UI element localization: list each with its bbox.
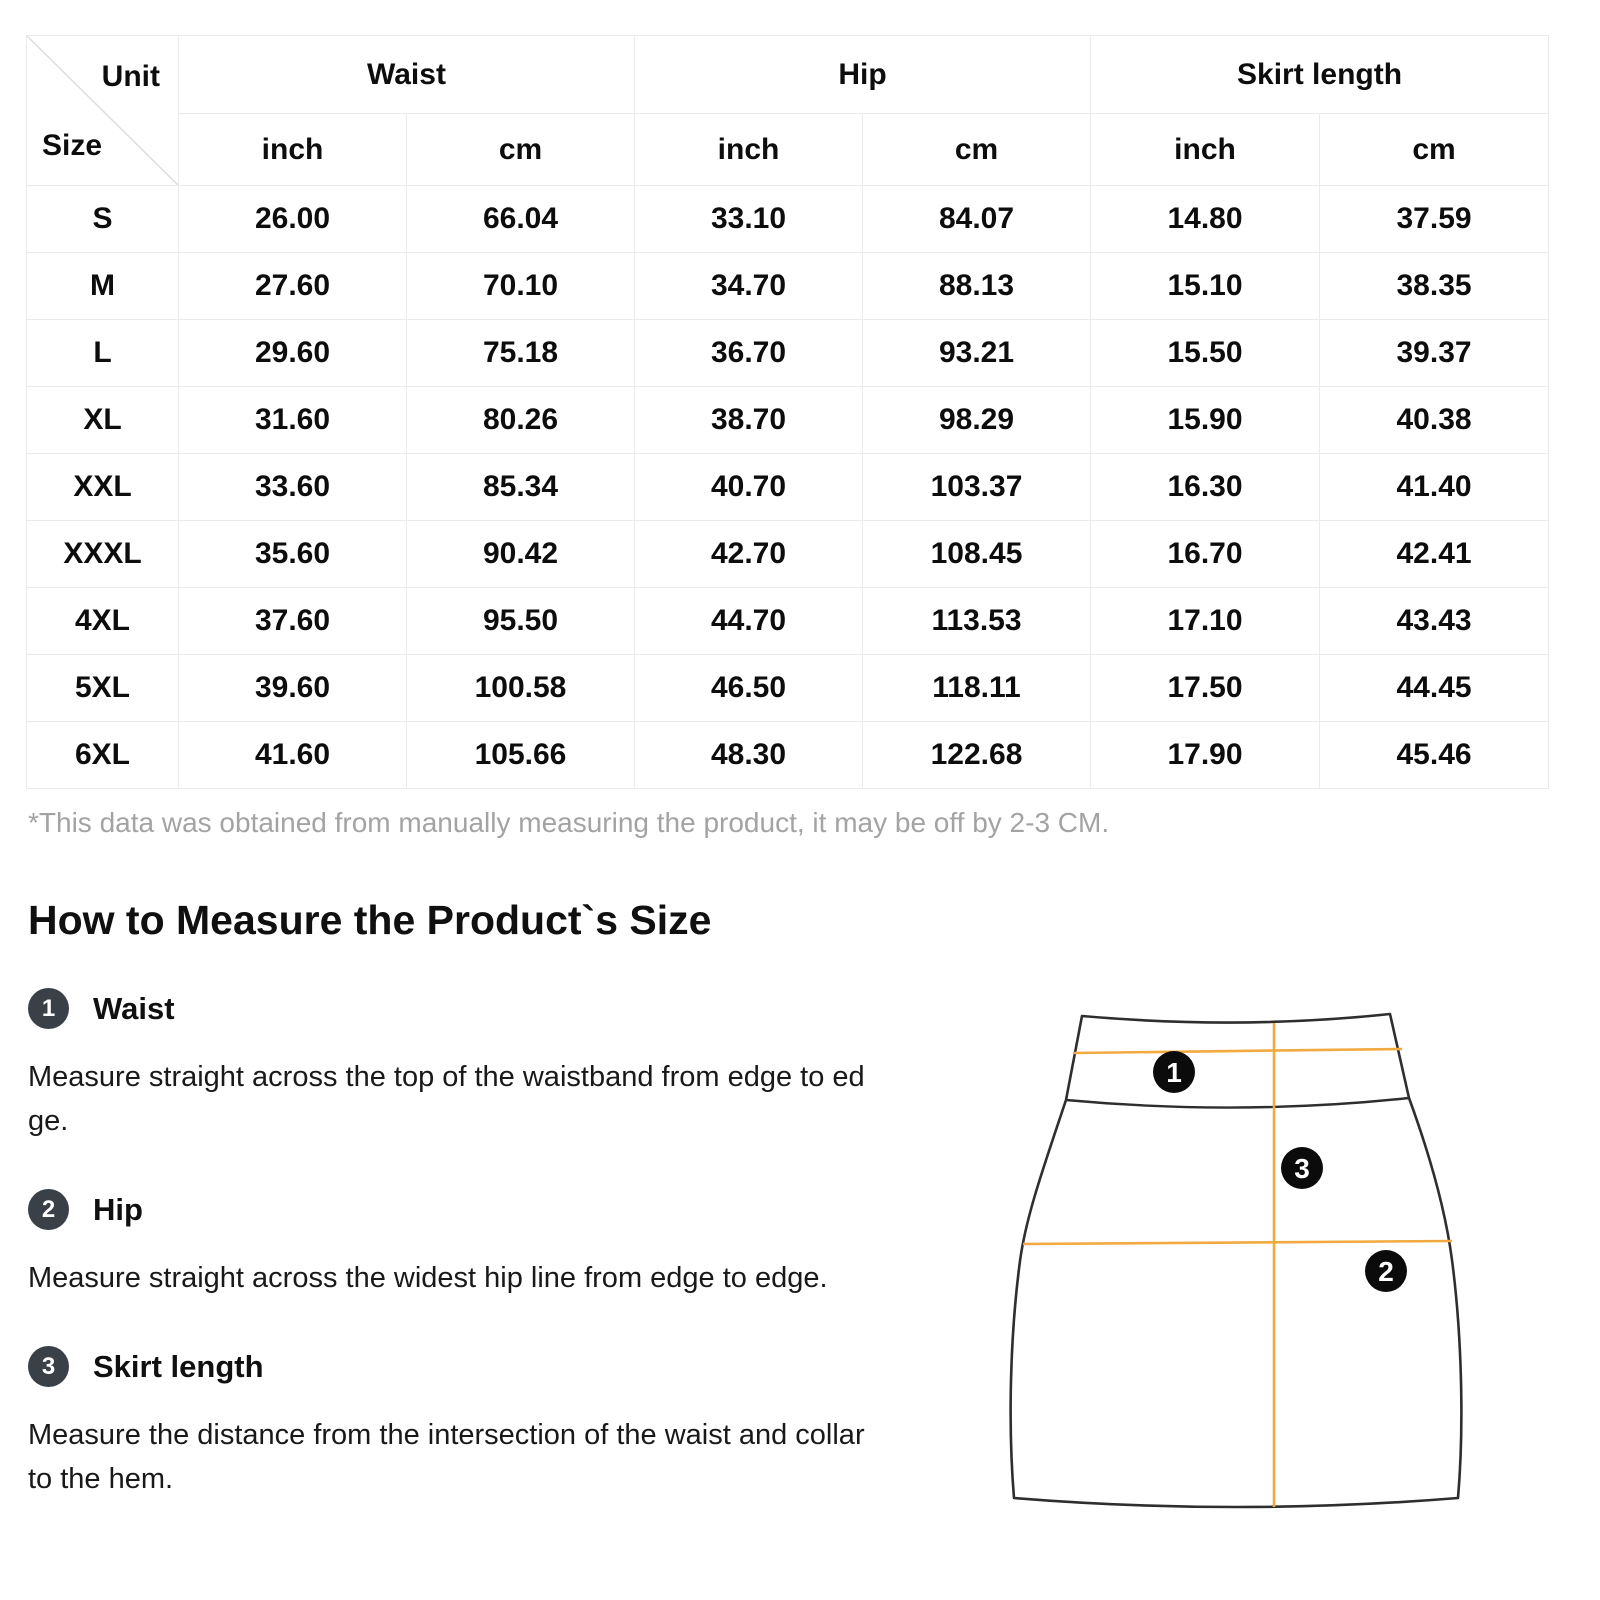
measure-steps	[26, 974, 888, 1501]
step-2-description: Measure straight across the widest hip line from edge to edge.	[28, 1262, 828, 1295]
value-cell: 29.60	[179, 320, 407, 387]
value-cell: 113.53	[863, 588, 1091, 655]
step-1-badge: 1	[28, 988, 69, 1029]
size-cell: 5XL	[27, 655, 179, 722]
step-3-description: Measure the distance from the intersection of the waist and collar to the hem.	[28, 1419, 865, 1496]
value-cell: 39.37	[1320, 320, 1549, 387]
value-cell: 100.58	[407, 655, 635, 722]
value-cell: 14.80	[1091, 186, 1320, 253]
value-cell: 93.21	[863, 320, 1091, 387]
value-cell: 75.18	[407, 320, 635, 387]
value-cell: 118.11	[863, 655, 1091, 722]
value-cell: 15.50	[1091, 320, 1320, 387]
value-cell: 15.90	[1091, 387, 1320, 454]
col-group-waist: Waist	[179, 36, 635, 114]
table-row	[27, 521, 1549, 588]
table-row	[27, 454, 1549, 521]
value-cell: 37.60	[179, 588, 407, 655]
value-cell: 36.70	[635, 320, 863, 387]
value-cell: 40.38	[1320, 387, 1549, 454]
value-cell: 38.70	[635, 387, 863, 454]
unit-header-hip-inch: inch	[635, 114, 863, 186]
corner-size-label: Size	[42, 129, 103, 162]
value-cell: 44.70	[635, 588, 863, 655]
table-row	[27, 655, 1549, 722]
size-cell: XL	[27, 387, 179, 454]
value-cell: 88.13	[863, 253, 1091, 320]
value-cell: 15.10	[1091, 253, 1320, 320]
value-cell: 45.46	[1320, 722, 1549, 789]
value-cell: 33.60	[179, 454, 407, 521]
measurement-disclaimer: *This data was obtained from manually measuring the product, it may be off by 2-3 CM.	[28, 807, 1110, 838]
value-cell: 33.10	[635, 186, 863, 253]
step-waist	[28, 988, 888, 1029]
unit-header-waist-inch: inch	[179, 114, 407, 186]
unit-header-hip-cm: cm	[863, 114, 1091, 186]
value-cell: 85.34	[407, 454, 635, 521]
value-cell: 70.10	[407, 253, 635, 320]
step-3-label: Skirt length	[93, 1348, 264, 1384]
value-cell: 46.50	[635, 655, 863, 722]
step-2-label: Hip	[93, 1191, 143, 1227]
unit-header-length-inch: inch	[1091, 114, 1320, 186]
value-cell: 42.70	[635, 521, 863, 588]
value-cell: 16.70	[1091, 521, 1320, 588]
diagram-badge-waist-number: 1	[1166, 1057, 1182, 1088]
value-cell: 80.26	[407, 387, 635, 454]
diagram-badge-waist	[1153, 1051, 1195, 1093]
value-cell: 98.29	[863, 387, 1091, 454]
table-row	[27, 588, 1549, 655]
value-cell: 27.60	[179, 253, 407, 320]
value-cell: 16.30	[1091, 454, 1320, 521]
value-cell: 41.60	[179, 722, 407, 789]
step-1-label: Waist	[93, 990, 175, 1026]
value-cell: 84.07	[863, 186, 1091, 253]
table-row	[27, 387, 1549, 454]
value-cell: 108.45	[863, 521, 1091, 588]
col-group-skirt-length: Skirt length	[1091, 36, 1549, 114]
table-row	[27, 253, 1549, 320]
skirt-diagram	[982, 976, 1502, 1536]
corner-unit-label: Unit	[101, 60, 160, 93]
step-3-badge: 3	[28, 1346, 69, 1387]
value-cell: 122.68	[863, 722, 1091, 789]
table-row	[27, 722, 1549, 789]
value-cell: 41.40	[1320, 454, 1549, 521]
value-cell: 105.66	[407, 722, 635, 789]
step-2-badge: 2	[28, 1189, 69, 1230]
diagram-badge-length	[1281, 1147, 1323, 1189]
size-cell: L	[27, 320, 179, 387]
step-1-description: Measure straight across the top of the waistband from edge to edge.	[28, 1061, 865, 1138]
size-cell: M	[27, 253, 179, 320]
value-cell: 38.35	[1320, 253, 1549, 320]
value-cell: 103.37	[863, 454, 1091, 521]
diagram-badge-length-number: 3	[1294, 1153, 1310, 1184]
skirt-diagram-container	[982, 976, 1502, 1541]
value-cell: 26.00	[179, 186, 407, 253]
step-hip	[28, 1189, 888, 1230]
value-cell: 37.59	[1320, 186, 1549, 253]
value-cell: 90.42	[407, 521, 635, 588]
step-skirt-length	[28, 1346, 888, 1387]
diagram-badge-hip	[1365, 1250, 1407, 1292]
table-row	[27, 186, 1549, 253]
size-cell: 6XL	[27, 722, 179, 789]
value-cell: 66.04	[407, 186, 635, 253]
size-cell: 4XL	[27, 588, 179, 655]
size-chart-table	[26, 35, 1549, 789]
value-cell: 34.70	[635, 253, 863, 320]
value-cell: 42.41	[1320, 521, 1549, 588]
value-cell: 44.45	[1320, 655, 1549, 722]
size-cell: S	[27, 186, 179, 253]
unit-header-length-cm: cm	[1320, 114, 1549, 186]
diagram-badge-hip-number: 2	[1378, 1256, 1394, 1287]
how-to-measure-section	[26, 974, 1576, 1541]
value-cell: 39.60	[179, 655, 407, 722]
value-cell: 17.10	[1091, 588, 1320, 655]
how-to-measure-title: How to Measure the Product`s Size	[28, 897, 712, 943]
col-group-hip: Hip	[635, 36, 1091, 114]
size-cell: XXL	[27, 454, 179, 521]
value-cell: 17.90	[1091, 722, 1320, 789]
value-cell: 17.50	[1091, 655, 1320, 722]
value-cell: 31.60	[179, 387, 407, 454]
value-cell: 95.50	[407, 588, 635, 655]
table-row	[27, 320, 1549, 387]
unit-header-waist-cm: cm	[407, 114, 635, 186]
size-cell: XXXL	[27, 521, 179, 588]
value-cell: 40.70	[635, 454, 863, 521]
unit-size-corner-cell	[27, 36, 179, 186]
value-cell: 35.60	[179, 521, 407, 588]
value-cell: 48.30	[635, 722, 863, 789]
value-cell: 43.43	[1320, 588, 1549, 655]
